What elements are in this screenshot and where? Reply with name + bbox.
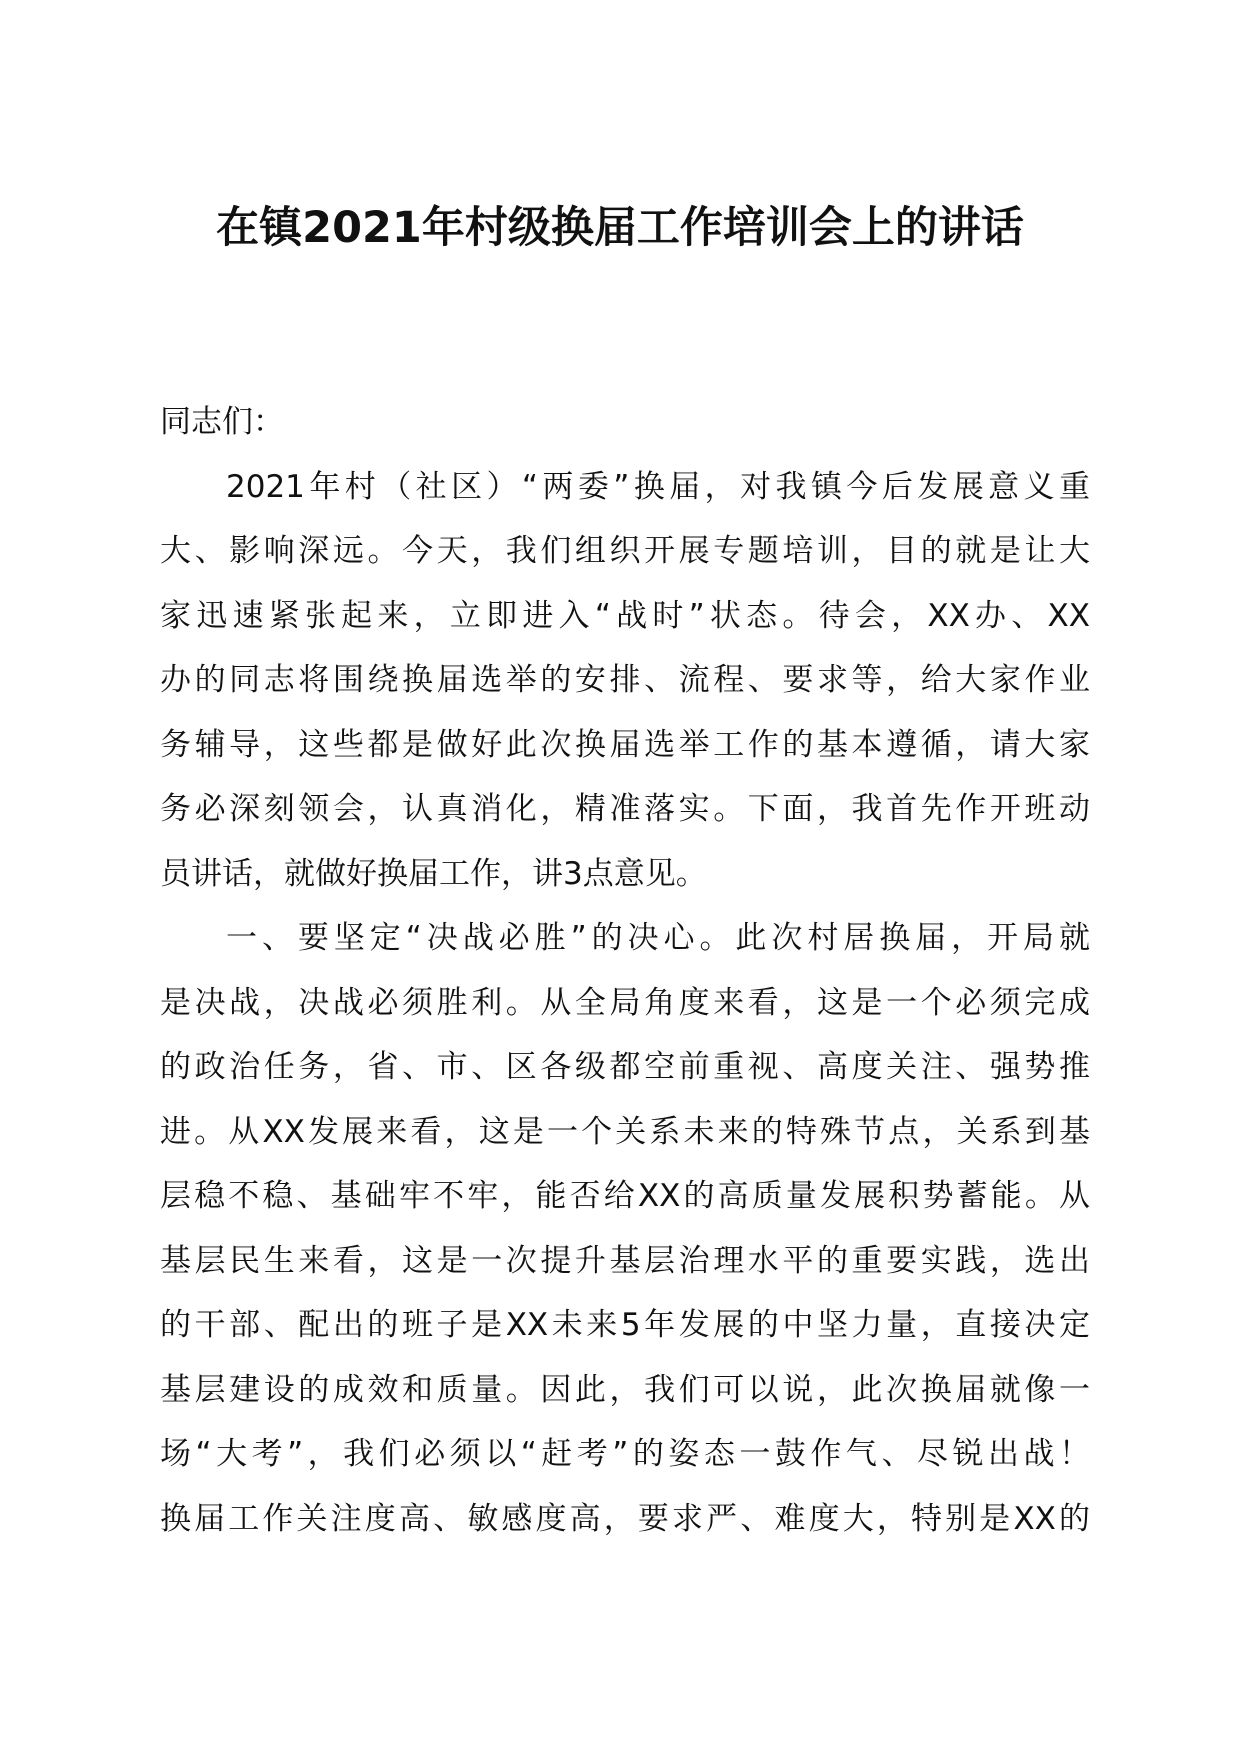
document-title: 在镇2021年村级换届工作培训会上的讲话 — [216, 203, 1024, 253]
paragraph-line: 办的同志将围绕换届选举的安排、流程、要求等，给大家作业 — [160, 662, 1090, 698]
paragraph-line: 的政治任务，省、市、区各级都空前重视、高度关注、强势推 — [160, 1049, 1090, 1085]
paragraph-line: 基层民生来看，这是一次提升基层治理水平的重要实践，选出 — [160, 1242, 1090, 1279]
paragraph — [160, 906, 1090, 1551]
paragraph-line: 的干部、配出的班子是XX未来5年发展的中坚力量，直接决定 — [160, 1307, 1090, 1343]
paragraph-line: 基层建设的成效和质量。因此，我们可以说，此次换届就像一 — [160, 1371, 1090, 1408]
document-body — [160, 390, 1090, 1551]
paragraph-line: 是决战，决战必须胜利。从全局角度来看，这是一个必须完成 — [160, 984, 1090, 1021]
paragraph-line: 大、影响深远。今天，我们组织开展专题培训，目的就是让大 — [160, 533, 1090, 569]
paragraph — [160, 455, 1090, 907]
paragraph-line: 家迅速紧张起来，立即进入“战时”状态。待会，XX办、XX — [160, 597, 1090, 634]
paragraph-line: 场“大考”，我们必须以“赶考”的姿态一鼓作气、尽锐出战！ — [160, 1436, 1090, 1472]
paragraph-line: 务必深刻领会，认真消化，精准落实。下面，我首先作开班动 — [160, 791, 1090, 827]
salutation: 同志们： — [160, 404, 284, 440]
paragraph-line: 务辅导，这些都是做好此次换届选举工作的基本遵循，请大家 — [160, 726, 1090, 763]
paragraph-line: 2021年村（社区）“两委”换届，对我镇今后发展意义重 — [226, 468, 1090, 505]
paragraph-line: 层稳不稳、基础牢不牢，能否给XX的高质量发展积势蓄能。从 — [160, 1178, 1090, 1214]
paragraph-line: 一、要坚定“决战必胜”的决心。此次村居换届，开局就 — [226, 920, 1090, 956]
paragraph-line: 换届工作关注度高、敏感度高，要求严、难度大，特别是XX的 — [160, 1500, 1090, 1537]
paragraph-line: 进。从XX发展来看，这是一个关系未来的特殊节点，关系到基 — [160, 1113, 1090, 1150]
paragraph-line: 员讲话，就做好换届工作，讲3点意见。 — [160, 855, 707, 892]
